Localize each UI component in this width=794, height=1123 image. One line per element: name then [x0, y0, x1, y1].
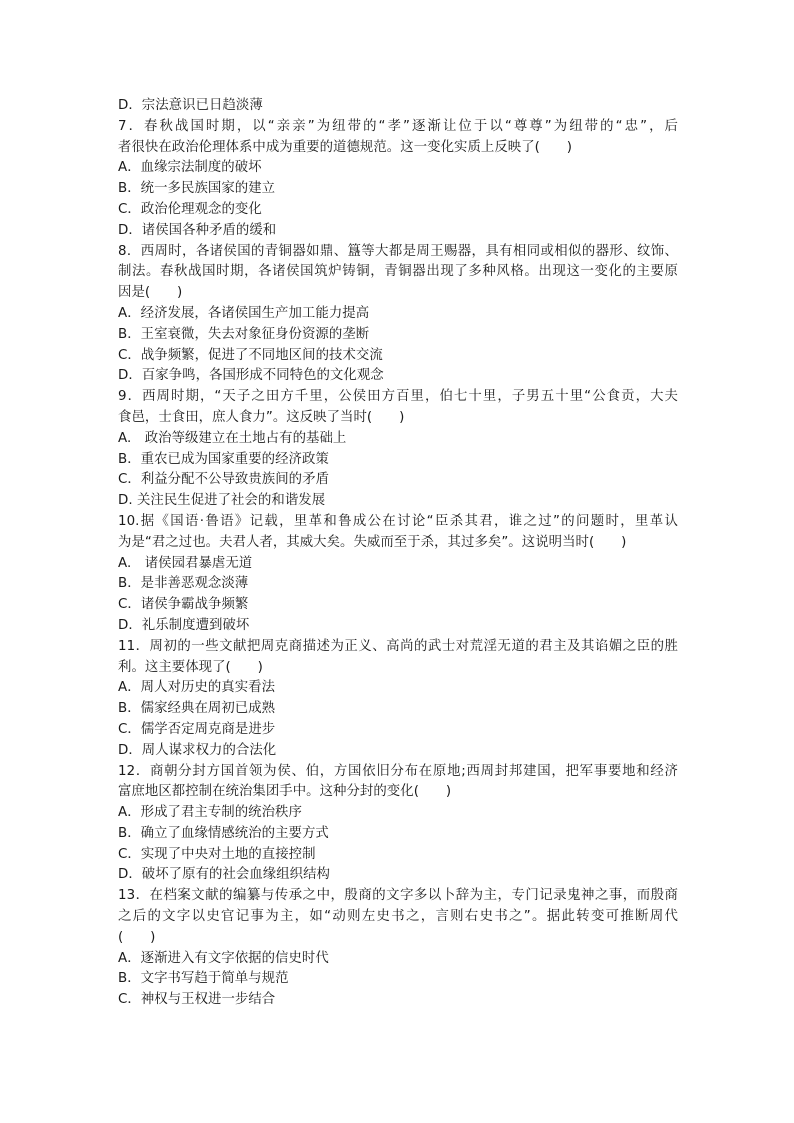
option-10c: C．诸侯争霸战争频繁	[118, 597, 249, 613]
question-7-stem: 7．春秋战国时期，以“亲亲”为纽带的“孝”逐渐让位于以“尊尊”为纽带的“忠”，后	[118, 118, 678, 134]
option-12b: B．确立了血缘情感统治的主要方式	[118, 825, 329, 841]
question-13-stem: 13．在档案文献的编纂与传承之中，殷商的文字多以卜辞为主，专门记录鬼神之事，而殷商	[118, 888, 678, 904]
question-8-stem: 8．西周时，各诸侯国的青铜器如鼎、簋等大都是周王赐器，具有相同或相似的器形、纹饰、	[118, 243, 678, 259]
option-11d: D．周人谋求权力的合法化	[118, 742, 277, 758]
option-12c: C．实现了中央对土地的直接控制	[118, 846, 316, 862]
question-12-stem-cont: 富庶地区都控制在统治集团手中。这种分封的变化( )	[118, 784, 452, 800]
option-7a: A．血缘宗法制度的破坏	[118, 160, 262, 176]
option-8a: A．经济发展，各诸侯国生产加工能力提高	[118, 305, 370, 321]
option-9a: A. 政治等级建立在土地占有的基础上	[118, 430, 347, 446]
question-11-stem-cont: 利。这主要体现了( )	[118, 659, 263, 675]
question-7-stem-cont: 者很快在政治伦理体系中成为重要的道德规范。这一变化实质上反映了( )	[118, 139, 573, 155]
question-9-stem: 9．西周时期，“天子之田方千里，公侯田方百里，伯七十里，子男五十里“公食贡，大夫	[118, 389, 678, 405]
option-8d: D．百家争鸣，各国形成不同特色的文化观念	[118, 368, 384, 384]
option-7c: C．政治伦理观念的变化	[118, 201, 262, 217]
option-12d: D．破坏了原有的社会血缘组织结构	[118, 867, 330, 883]
question-8-stem-end: 因是( )	[118, 285, 183, 301]
option-6d: D．宗法意识已日趋淡薄	[118, 98, 263, 113]
question-11-stem: 11．周初的一些文献把周克商描述为正义、高尚的武士对荒淫无道的君主及其谄媚之臣的胜	[118, 638, 678, 654]
option-9d: D. 关注民生促进了社会的和谐发展	[118, 493, 326, 509]
option-11a: A．周人对历史的真实看法	[118, 680, 276, 696]
option-10d: D．礼乐制度遭到破坏	[118, 617, 250, 633]
option-9b: B．重农已成为国家重要的经济政策	[118, 451, 329, 467]
option-11b: B．儒家经典在周初已成熟	[118, 701, 276, 717]
question-10-stem-cont: 为是“君之过也。夫君人者，其威大矣。失威而至于杀，其过多矣”。这说明当时( )	[118, 534, 627, 550]
question-13-stem-cont: 之后的文字以史官记事为主，如“动则左史书之，言则右史书之”。据此转变可推断周代	[118, 909, 678, 925]
question-10-stem: 10.据《国语·鲁语》记载，里革和鲁成公在讨论“臣杀其君，谁之过”的问题时，里革认	[118, 513, 678, 529]
option-7d: D．诸侯国各种矛盾的缓和	[118, 222, 277, 238]
question-9-stem-cont: 食邑，士食田，庶人食力”。这反映了当时( )	[118, 409, 405, 425]
option-10a: A. 诸侯园君暴虐无道	[118, 555, 253, 571]
option-13a: A．逐渐进入有文字依据的信史时代	[118, 950, 329, 966]
option-11c: C．儒学否定周克商是进步	[118, 721, 276, 737]
option-9c: C．利益分配不公导致贵族间的矛盾	[118, 472, 330, 488]
question-13-stem-end: ( )	[118, 929, 156, 945]
option-13c: C．神权与王权进一步结合	[118, 992, 276, 1008]
option-10b: B．是非善恶观念淡薄	[118, 576, 249, 592]
option-13b: B．文字书写趋于简单与规范	[118, 971, 289, 987]
question-8-stem-cont: 制法。春秋战国时期，各诸侯国筑炉铸铜，青铜器出现了多种风格。出现这一变化的主要原	[118, 264, 678, 280]
option-8c: C．战争频繁，促进了不同地区间的技术交流	[118, 347, 383, 363]
option-8b: B．王室衰微，失去对象征身份资源的垄断	[118, 326, 370, 342]
exam-page	[118, 96, 678, 1011]
option-7b: B．统一多民族国家的建立	[118, 181, 276, 197]
question-12-stem: 12．商朝分封方国首领为侯、伯，方国依旧分布在原地;西周封邦建国，把军事要地和经济	[118, 763, 678, 779]
option-12a: A．形成了君主专制的统治秩序	[118, 805, 302, 821]
